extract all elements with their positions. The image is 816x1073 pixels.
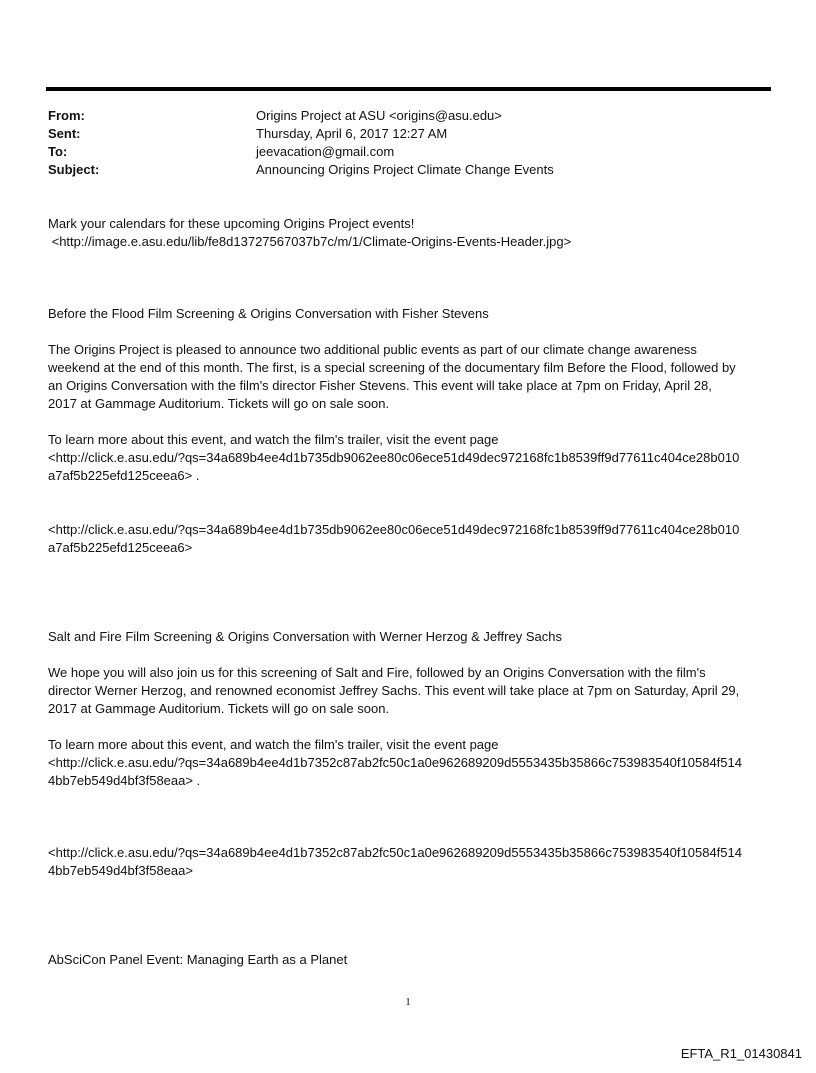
event1-learn-more: To learn more about this event, and watch the film's trailer, visit the event page <http://click.e.asu.edu/?qs=34a689b4ee4d1b735db9062ee80c06ece51d49dec972168fc1b8539ff9d77611c404ce28b010 a7af5b225efd125ceea6> .: [48, 432, 740, 483]
event1-title: Before the Flood Film Screening & Origins Conversation with Fisher Stevens: [48, 306, 489, 321]
intro-text: Mark your calendars for these upcoming Origins Project events! <http://image.e.asu.edu/lib/fe8d13727567037b7c/m/1/Climate-Origins-Events-Header.jpg>: [48, 216, 572, 249]
event2-title: Salt and Fire Film Screening & Origins Conversation with Werner Herzog & Jeffrey Sachs: [48, 629, 562, 644]
to-label: To:: [48, 144, 68, 159]
subject-value: Announcing Origins Project Climate Change Events: [256, 162, 554, 177]
page-number: 1: [405, 996, 411, 1008]
event3-title: AbSciCon Panel Event: Managing Earth as a Planet: [48, 952, 348, 967]
from-value: Origins Project at ASU <origins@asu.edu>: [256, 108, 502, 123]
sent-value: Thursday, April 6, 2017 12:27 AM: [256, 126, 448, 141]
event1-link[interactable]: <http://click.e.asu.edu/?qs=34a689b4ee4d1b735db9062ee80c06ece51d49dec972168fc1b8539ff9d77611c404ce28b010 a7af5b225efd125ceea6>: [48, 522, 740, 555]
to-value: jeevacation@gmail.com: [256, 144, 395, 159]
subject-label: Subject:: [48, 162, 100, 177]
event2-learn-more: To learn more about this event, and watch the film's trailer, visit the event page <http://click.e.asu.edu/?qs=34a689b4ee4d1b7352c87ab2fc50c1a0e962689209d5553435b35866c753983540f10584f514 4bb7eb549d4bf3f58eaa> .: [48, 737, 742, 788]
sent-label: Sent:: [48, 126, 81, 141]
event1-description: The Origins Project is pleased to announce two additional public events as part of our climate change awareness weekend at the end of this month. The first, is a special screening of the documentary film Before the Flood, followed by an Origins Conversation with the film's director Fisher Stevens. This event will take place at 7pm on Friday, April 28, 2017 at Gammage Auditorium. Tickets will go on sale soon.: [48, 342, 736, 411]
bates-number: EFTA_R1_01430841: [680, 1046, 802, 1061]
event2-description: We hope you will also join us for this screening of Salt and Fire, followed by an Origins Conversation with the film's director Werner Herzog, and renowned economist Jeffrey Sachs. This event will take place at 7pm on Saturday, April 29, 2017 at Gammage Auditorium. Tickets will go on sale soon.: [48, 665, 740, 716]
header-rule: [46, 87, 771, 91]
event2-link[interactable]: <http://click.e.asu.edu/?qs=34a689b4ee4d1b7352c87ab2fc50c1a0e962689209d5553435b35866c753983540f10584f514 4bb7eb549d4bf3f58eaa>: [48, 845, 742, 878]
from-label: From:: [48, 108, 85, 123]
